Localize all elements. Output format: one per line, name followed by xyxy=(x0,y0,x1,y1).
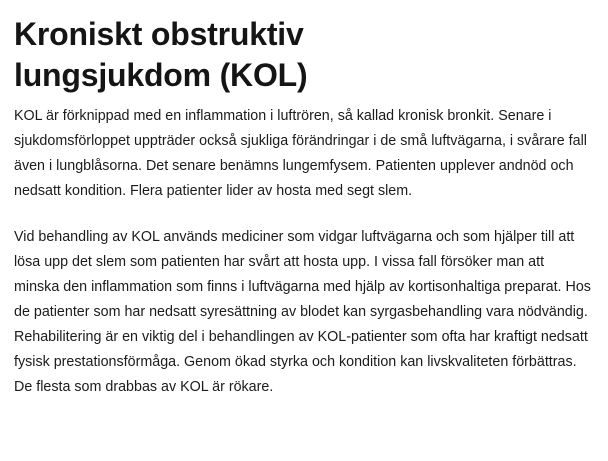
paragraph-2: Vid behandling av KOL används mediciner som vidgar luftvägarna och som hjälper till att lösa upp det slem som patienten har svårt att hosta upp. I vissa fall försöker man att minska den inflammation som finns i luftvägarna med hjälp av kortisonhaltiga preparat. Hos de patienter som har nedsatt syresättning av blodet kan syrgasbehandling vara nödvändig. Rehabilitering är en viktig del i behandlingen av KOL-patienter som ofta har kraftigt nedsatt fysisk prestationsförmåga. Genom ökad styrka och kondition kan livskvaliteten förbättras. De flesta som drabbas av KOL är rökare. xyxy=(14,229,591,395)
page-title-line-1: Kroniskt obstruktiv xyxy=(14,16,304,52)
page-title-line-2: lungsjukdom (KOL) xyxy=(14,57,308,93)
paragraph-1: KOL är förknippad med en inflammation i luftrören, så kallad kronisk bronkit. Senare i sjukdomsförloppet uppträder också sjukliga förändringar i de små luftvägarna, i svårare fall även i lungblåsorna. Det senare benämns lungemfysem. Patienten upplever andnöd och nedsatt kondition. Flera patienter lider av hosta med segt slem. xyxy=(14,108,587,199)
article-body xyxy=(14,104,592,400)
page-title xyxy=(14,14,444,96)
